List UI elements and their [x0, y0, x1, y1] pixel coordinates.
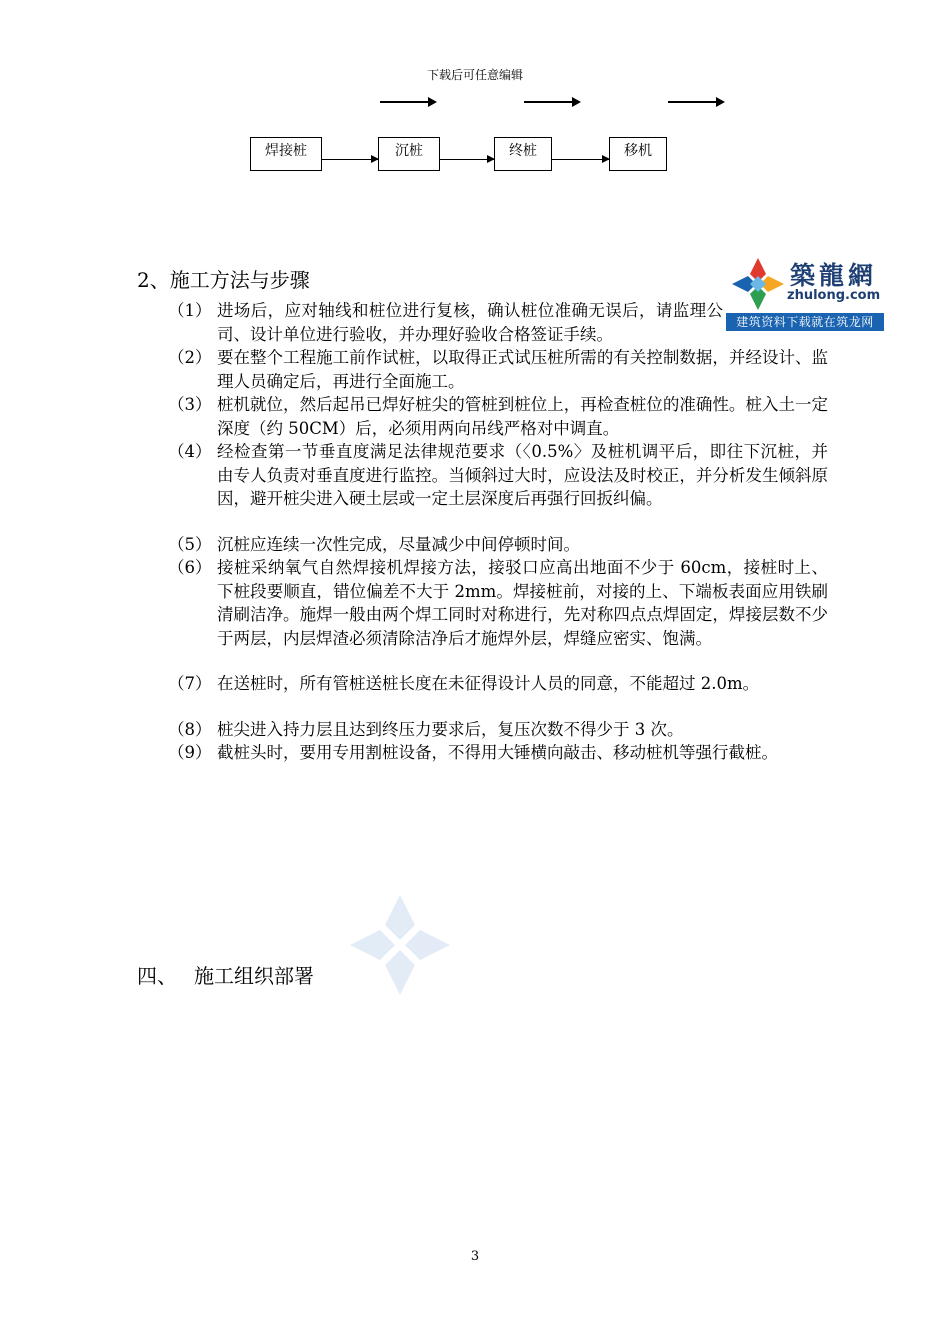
step-number: （8） — [168, 720, 212, 739]
step-text: 经检查第一节垂直度满足法律规范要求（〈0.5%〉及桩机调平后，即往下沉桩，并由专人负责对垂直度进行监控。当倾斜过大时，应设法及时校正，并分析发生倾斜原因，避开桩尖进入硬土层或一定土层深度后再强行回扳纠偏。 — [217, 442, 828, 508]
download-note: 下载后可任意编辑 — [426, 68, 523, 82]
step-number: （1） — [168, 301, 212, 320]
zhulong-logo-icon — [730, 256, 786, 312]
step-number: （3） — [168, 395, 212, 414]
step-number: （9） — [168, 743, 212, 762]
flow-arrow-top-1 — [380, 101, 435, 103]
flow-step-final-pile: 终桩 — [494, 137, 552, 171]
step-text: 进场后，应对轴线和桩位进行复核，确认桩位准确无误后，请监理公司、设计单位进行验收，并办理好验收合格签证手续。 — [217, 301, 723, 344]
step-item-4 — [168, 440, 828, 511]
flow-step-move-rig: 移机 — [609, 137, 667, 171]
step-item-8 — [168, 718, 828, 742]
step-number: （4） — [168, 442, 212, 461]
flow-connector-2 — [440, 159, 494, 160]
step-number: （7） — [168, 674, 212, 693]
flow-connector-1 — [322, 159, 378, 160]
step-text: 在送桩时，所有管桩送桩长度在未征得设计人员的同意，不能超过 2.0m。 — [217, 674, 760, 693]
step-item-5 — [168, 533, 828, 557]
step-text: 桩尖进入持力层且达到终压力要求后，复压次数不得少于 3 次。 — [217, 720, 684, 739]
zhulong-logo-url: zhulong.com — [787, 288, 881, 303]
section-4-title: 施工组织部署 — [194, 964, 314, 988]
flow-arrow-top-2 — [524, 101, 579, 103]
step-item-1 — [168, 299, 723, 346]
step-text: 接桩采纳氧气自然焊接机焊接方法，接驳口应高出地面不少于 60cm，接桩时上、下桩段要顺直，错位偏差不大于 2mm。焊接桩前，对接的上、下端板表面应用铁刷清刷洁净。施焊一般由两个焊工同时对称进行，先对称四点点焊固定，焊接层数不少于两层，内层焊渣必须清除洁净后才施焊外层，焊缝应密实、饱满。 — [217, 558, 828, 648]
flow-arrow-top-3 — [668, 101, 723, 103]
step-item-9 — [168, 741, 828, 765]
step-text: 桩机就位，然后起吊已焊好桩尖的管桩到桩位上，再检查桩位的准确性。桩入土一定深度（约 50CM）后，必须用两向吊线严格对中调直。 — [217, 395, 828, 438]
zhulong-logo-slogan: 建筑资料下载就在筑龙网 — [726, 313, 884, 331]
step-number: （6） — [168, 558, 212, 577]
section-2-heading: 2、施工方法与步骤 — [137, 268, 310, 292]
step-number: （2） — [168, 348, 212, 367]
flow-step-sink-pile: 沉桩 — [378, 137, 440, 171]
zhulong-logo-name: 築龍網 — [790, 261, 878, 290]
step-item-6 — [168, 556, 828, 650]
flow-connector-3 — [552, 159, 609, 160]
section-4-number: 四、 — [137, 964, 177, 988]
watermark-logo — [340, 890, 460, 1000]
flow-step-weld-pile: 焊接桩 — [250, 137, 322, 171]
step-item-3 — [168, 393, 828, 440]
step-text: 沉桩应连续一次性完成，尽量减少中间停顿时间。 — [217, 535, 580, 554]
step-text: 要在整个工程施工前作试桩，以取得正式试压桩所需的有关控制数据，并经设计、监理人员确定后，再进行全面施工。 — [217, 348, 828, 391]
step-item-7 — [168, 672, 828, 696]
step-item-2 — [168, 346, 828, 393]
step-number: （5） — [168, 535, 212, 554]
page-number: 3 — [470, 1249, 480, 1264]
step-text: 截桩头时，要用专用割桩设备，不得用大锤横向敲击、移动桩机等强行截桩。 — [217, 743, 778, 762]
